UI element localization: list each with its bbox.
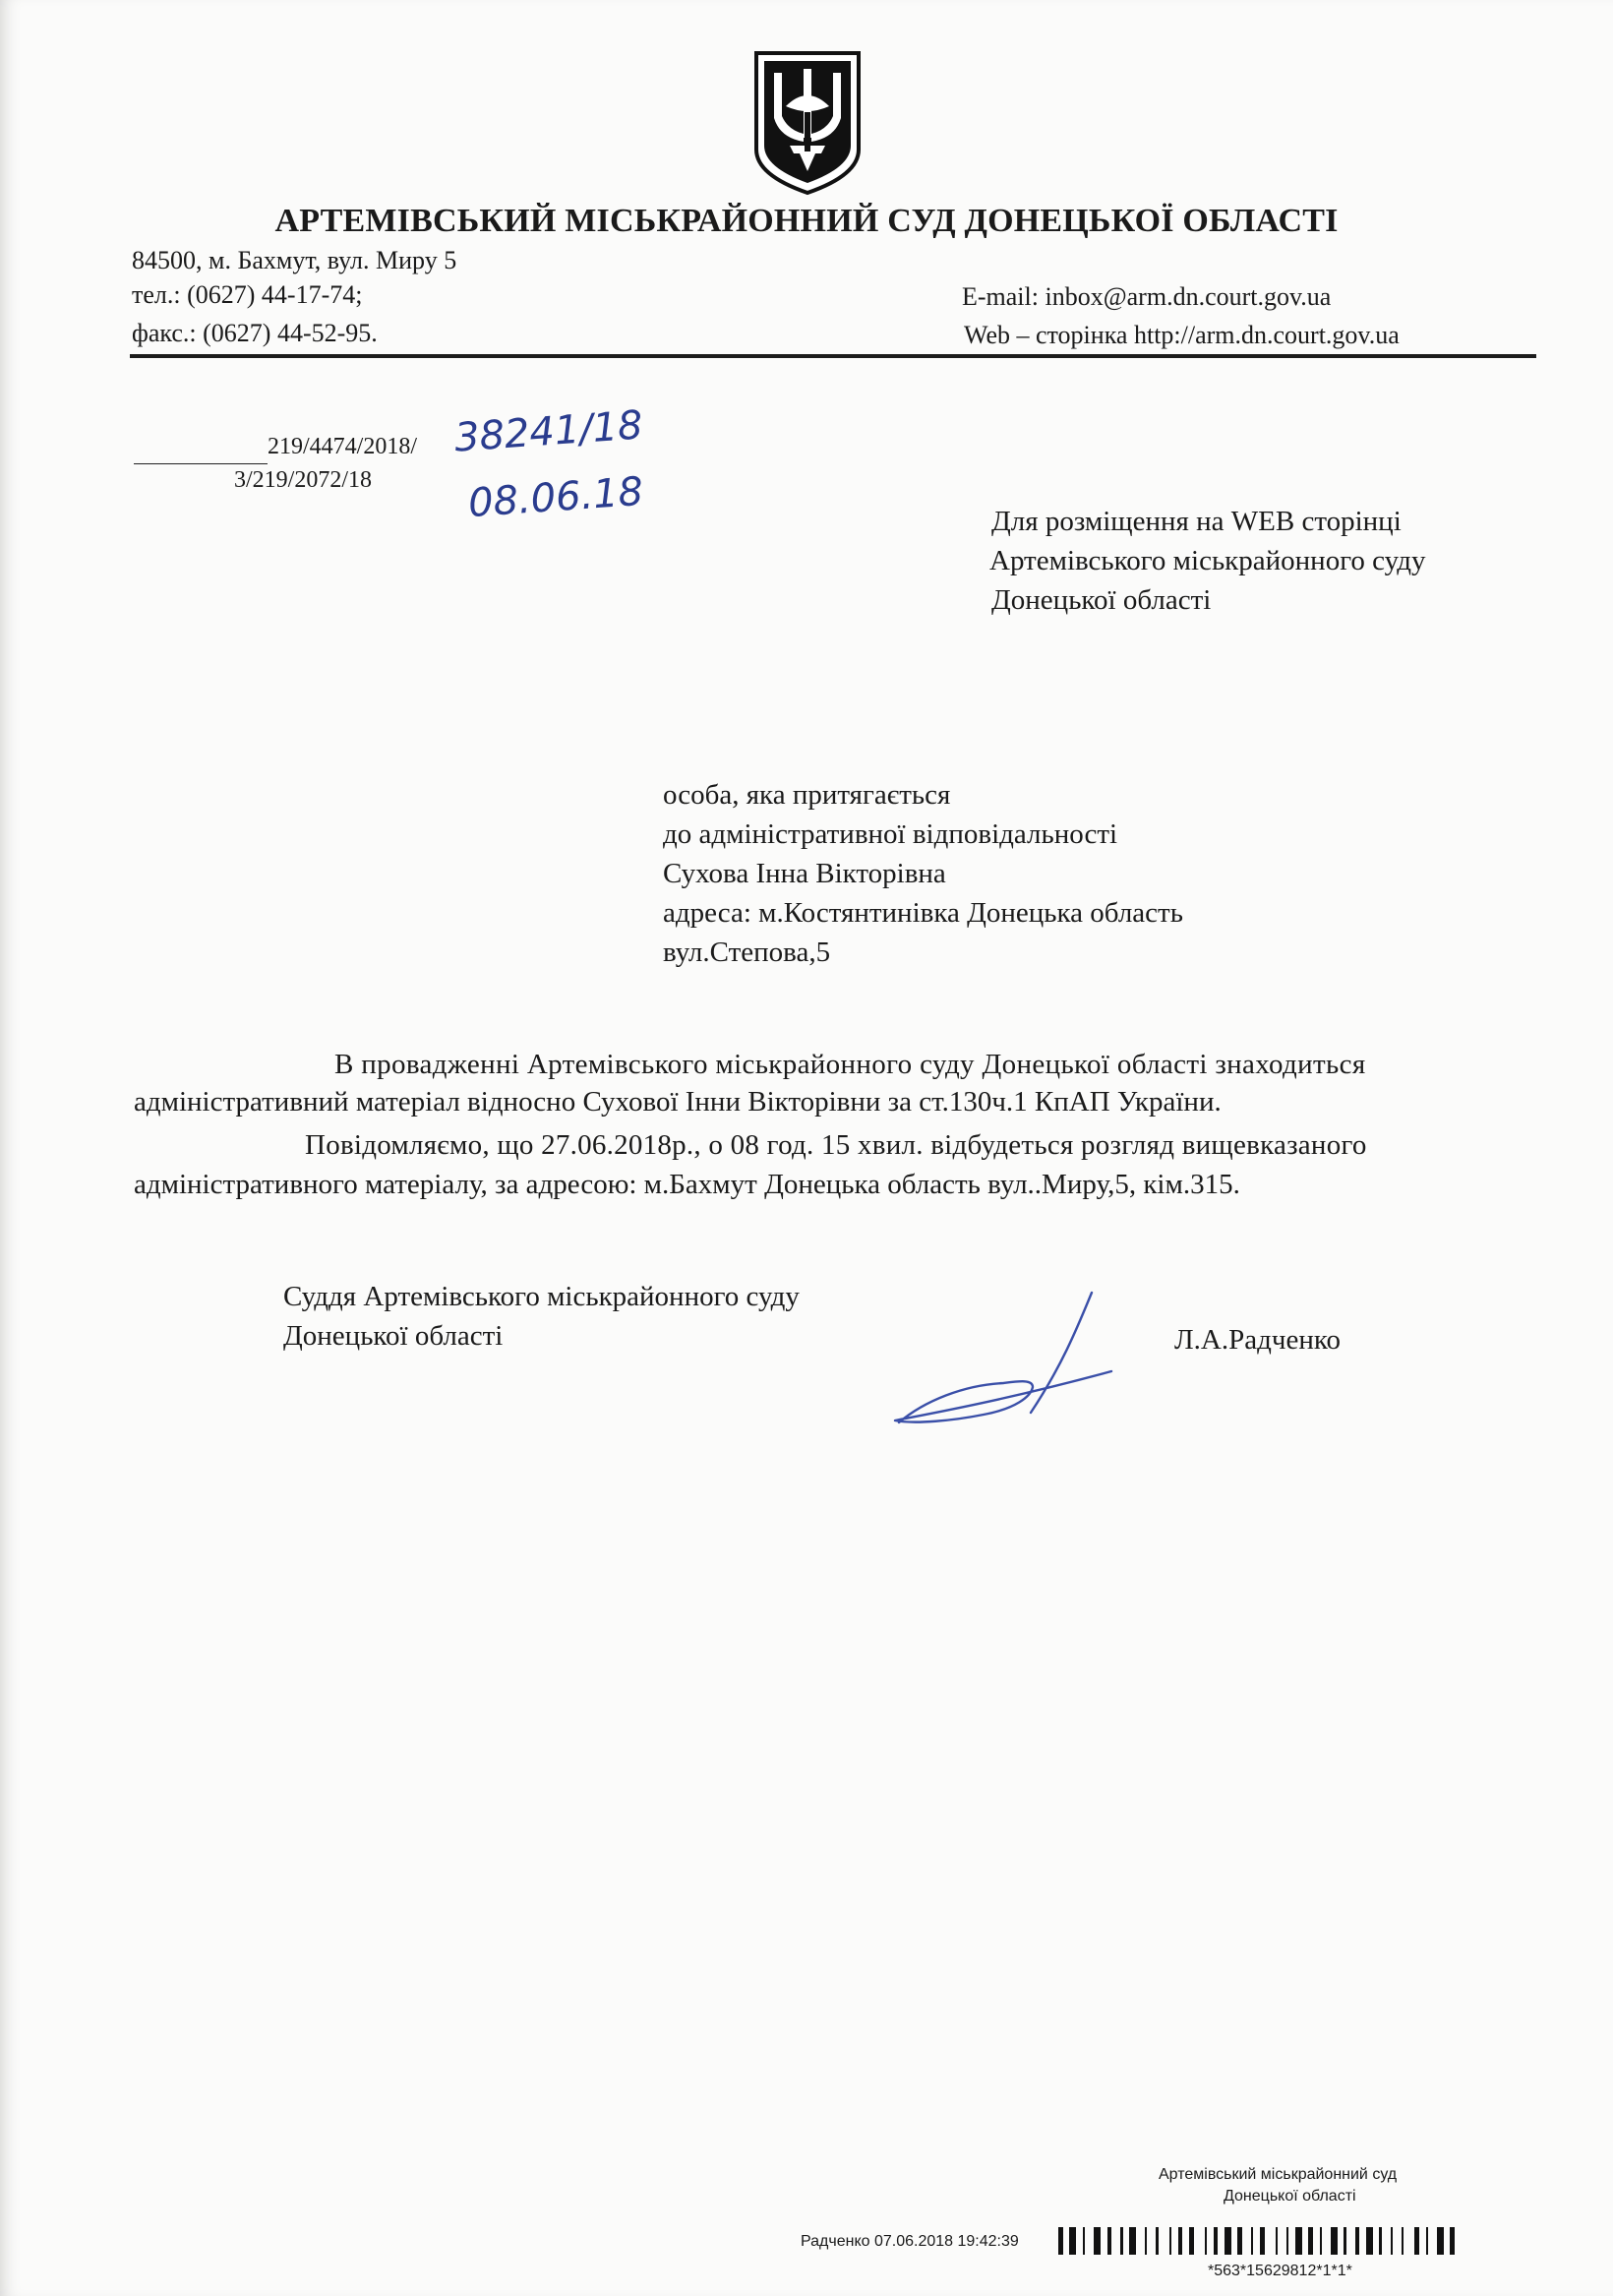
court-fax: факс.: (0627) 44-52-95. — [132, 319, 378, 347]
footer-court-name: Артемівський міськрайонний суд — [1159, 2166, 1398, 2183]
barcode-bar — [1450, 2227, 1455, 2255]
handwritten-reg-date: 08.06.18 — [466, 468, 645, 527]
barcode-bar — [1366, 2227, 1373, 2255]
footer-court-region: Донецької області — [1224, 2188, 1356, 2205]
barcode-bar — [1145, 2227, 1147, 2255]
barcode-bar — [1178, 2227, 1183, 2255]
addressee-line: адреса: м.Костянтинівка Донецька область — [663, 897, 1183, 929]
barcode-bar — [1169, 2227, 1171, 2255]
court-website: Web – сторінка http://arm.dn.court.gov.ua — [964, 321, 1400, 349]
barcode — [1058, 2227, 1536, 2255]
barcode-bar — [1225, 2227, 1231, 2255]
addressee-line: особа, яка притягається — [663, 779, 951, 811]
barcode-bar — [1083, 2227, 1085, 2255]
barcode-bar — [1205, 2227, 1207, 2255]
barcode-bar — [1355, 2227, 1360, 2255]
barcode-bar — [1402, 2227, 1404, 2255]
judge-title-line-2: Донецької області — [283, 1320, 504, 1352]
barcode-bar — [1069, 2227, 1076, 2255]
barcode-text: *563*15629812*1*1* — [1208, 2263, 1352, 2279]
proceeding-number: 3/219/2072/18 — [234, 467, 373, 493]
barcode-bar — [1426, 2227, 1428, 2255]
barcode-bar — [1286, 2227, 1288, 2255]
barcode-bar — [1308, 2227, 1313, 2255]
barcode-bar — [1414, 2227, 1419, 2255]
barcode-bar — [1320, 2227, 1322, 2255]
court-name: АРТЕМІВСЬКИЙ МІСЬКРАЙОННИЙ СУД ДОНЕЦЬКОЇ ОБЛАСТІ — [274, 203, 1339, 239]
addressee-block — [663, 775, 1183, 972]
placement-note — [989, 502, 1426, 620]
header-rule — [130, 354, 1536, 358]
judge-name: Л.А.Радченко — [1174, 1324, 1341, 1356]
placement-line: Донецької області — [991, 584, 1212, 616]
placement-line: Для розміщення на WEB сторінці — [991, 506, 1402, 537]
court-phone: тел.: (0627) 44-17-74; — [132, 280, 363, 309]
barcode-bar — [1189, 2227, 1194, 2255]
trident-emblem-icon — [750, 47, 865, 197]
judge-title-line-1: Суддя Артемівського міськрайонного суду — [283, 1281, 800, 1312]
handwritten-signature — [885, 1287, 1121, 1434]
placement-line: Артемівського міськрайонного суду — [989, 545, 1426, 576]
barcode-bar — [1379, 2227, 1381, 2255]
case-number: 219/4474/2018/ — [268, 434, 418, 459]
barcode-bar — [1156, 2227, 1158, 2255]
barcode-bar — [1214, 2227, 1219, 2255]
body-paragraph-1-line-2: адміністративний матеріал відносно Сухової Інни Вікторівни за ст.130ч.1 КпАП України. — [134, 1086, 1222, 1118]
addressee-line: Сухова Інна Вікторівна — [663, 858, 946, 889]
barcode-bar — [1251, 2227, 1253, 2255]
barcode-bar — [1260, 2227, 1265, 2255]
barcode-bar — [1437, 2227, 1444, 2255]
court-address: 84500, м. Бахмут, вул. Миру 5 — [132, 246, 457, 274]
court-email: E-mail: inbox@arm.dn.court.gov.ua — [962, 282, 1332, 311]
body-paragraph-1-line-1: В провадженні Артемівського міськрайонного суду Донецької області знаходиться — [334, 1049, 1366, 1080]
barcode-bar — [1391, 2227, 1393, 2255]
reference-underline — [134, 463, 268, 464]
barcode-bar — [1276, 2227, 1278, 2255]
handwritten-reg-number: 38241/18 — [452, 402, 644, 461]
barcode-bar — [1344, 2227, 1345, 2255]
barcode-bar — [1331, 2227, 1338, 2255]
barcode-bar — [1129, 2227, 1136, 2255]
barcode-bar — [1295, 2227, 1302, 2255]
body-paragraph-2-line-2: адміністративного матеріалу, за адресою: м.Бахмут Донецька область вул..Миру,5, кім.315. — [134, 1169, 1240, 1200]
barcode-bar — [1237, 2227, 1242, 2255]
barcode-bar — [1094, 2227, 1101, 2255]
body-paragraph-2-line-1: Повідомляємо, що 27.06.2018р., о 08 год. 15 хвил. відбудеться розгляд вищевказаного — [305, 1129, 1367, 1161]
barcode-bar — [1120, 2227, 1122, 2255]
footer-timestamp: Радченко 07.06.2018 19:42:39 — [801, 2233, 1019, 2250]
addressee-line: вул.Степова,5 — [663, 937, 831, 968]
addressee-line: до адміністративної відповідальності — [663, 818, 1118, 850]
barcode-bar — [1058, 2227, 1063, 2255]
barcode-bar — [1107, 2227, 1112, 2255]
